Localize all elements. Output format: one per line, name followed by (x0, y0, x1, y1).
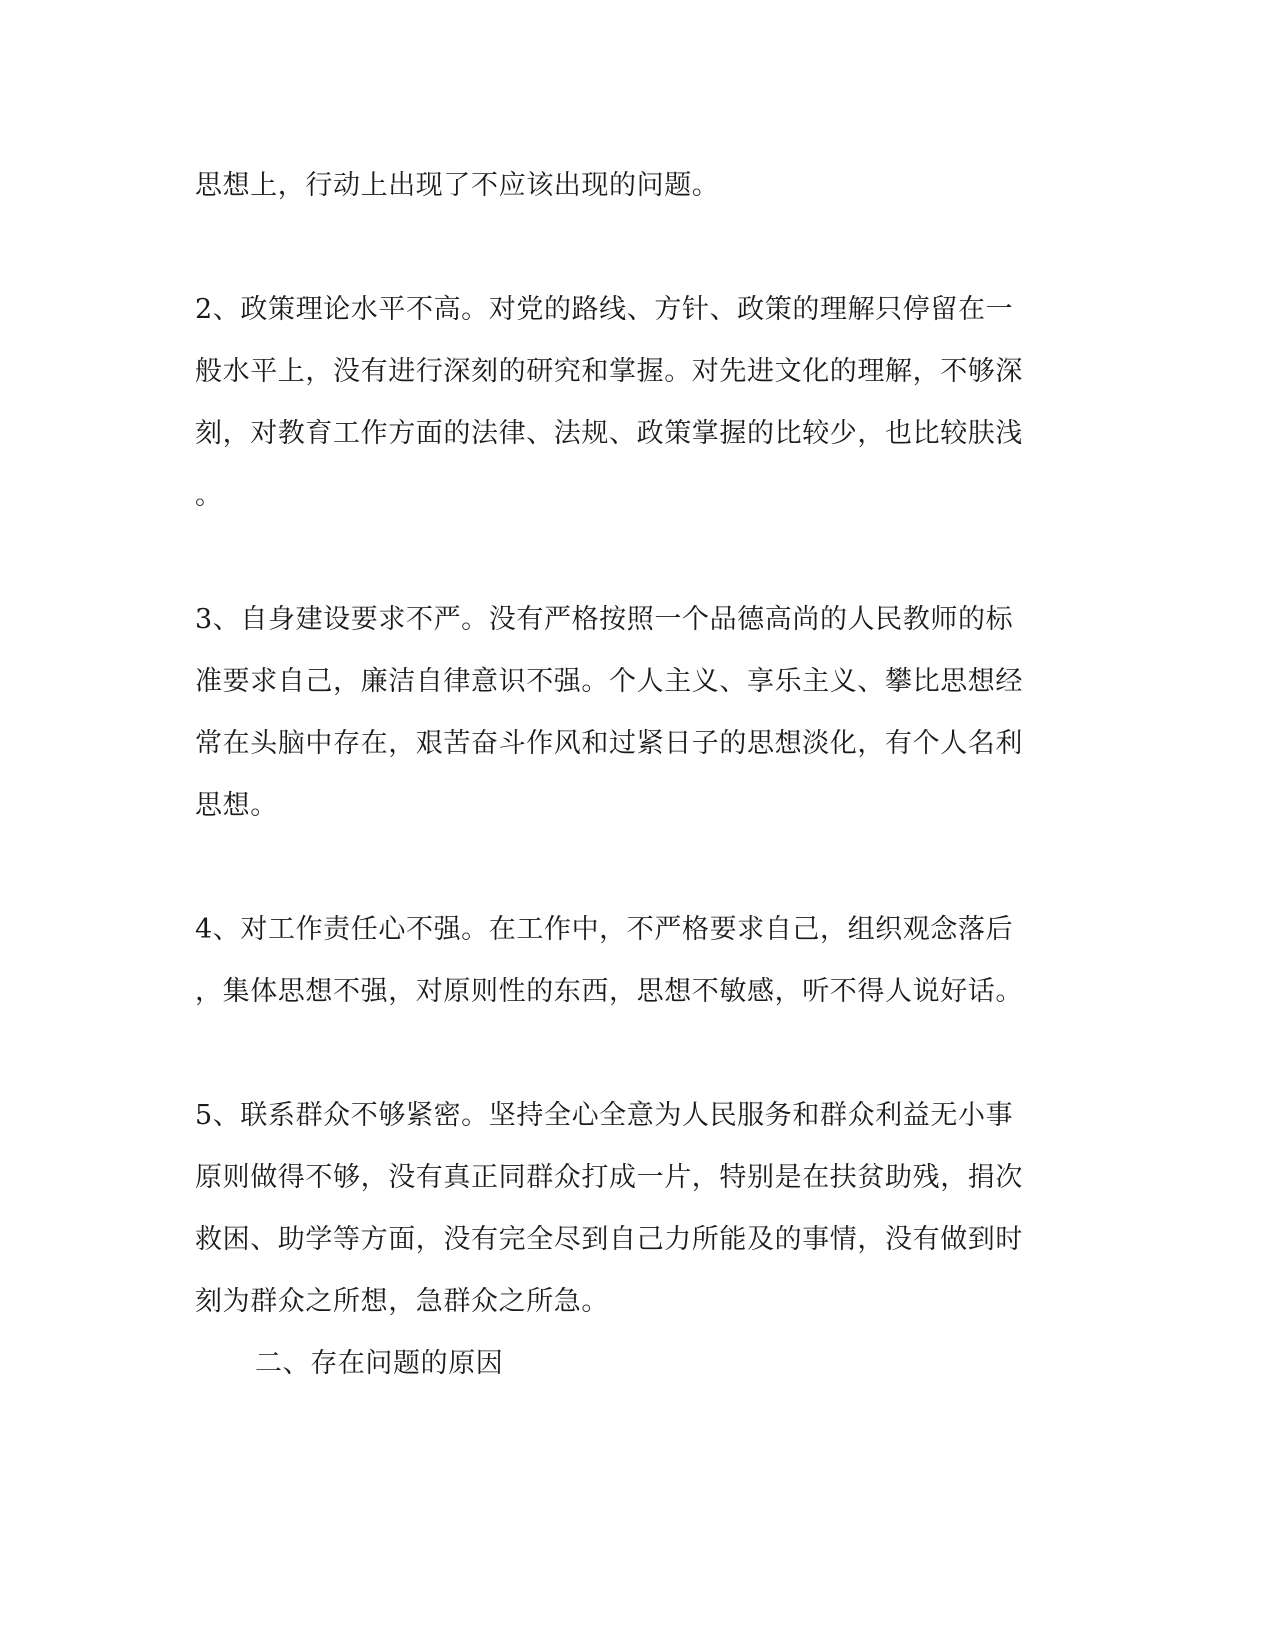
paragraph-line: 常在头脑中存在，艰苦奋斗作风和过紧日子的思想淡化，有个人名利 (195, 728, 1023, 759)
paragraph-line: 5、联系群众不够紧密。坚持全心全意为人民服务和群众利益无小事 (195, 1100, 1014, 1131)
paragraph-line: 4、对工作责任心不强。在工作中，不严格要求自己，组织观念落后 (195, 914, 1014, 945)
paragraph-line: 刻为群众之所想，急群众之所急。 (195, 1286, 609, 1317)
section-heading: 二、存在问题的原因 (255, 1348, 504, 1379)
paragraph-line: 思想。 (195, 790, 278, 821)
paragraph-line: 般水平上，没有进行深刻的研究和掌握。对先进文化的理解，不够深 (195, 356, 1023, 387)
paragraph-line: 3、自身建设要求不严。没有严格按照一个品德高尚的人民教师的标 (195, 604, 1014, 635)
paragraph-line: 原则做得不够，没有真正同群众打成一片，特别是在扶贫助残，捐次 (195, 1162, 1023, 1193)
paragraph-line: ，集体思想不强，对原则性的东西，思想不敏感，听不得人说好话。 (195, 976, 1023, 1007)
paragraph-line: 2、政策理论水平不高。对党的路线、方针、政策的理解只停留在一 (195, 294, 1014, 325)
paragraph-line: 思想上，行动上出现了不应该出现的问题。 (195, 170, 720, 201)
paragraph-line: 。 (195, 480, 223, 511)
paragraph-line: 救困、助学等方面，没有完全尽到自己力所能及的事情，没有做到时 (195, 1224, 1023, 1255)
paragraph-line: 刻，对教育工作方面的法律、法规、政策掌握的比较少，也比较肤浅 (195, 418, 1023, 449)
paragraph-line: 准要求自己，廉洁自律意识不强。个人主义、享乐主义、攀比思想经 (195, 666, 1023, 697)
